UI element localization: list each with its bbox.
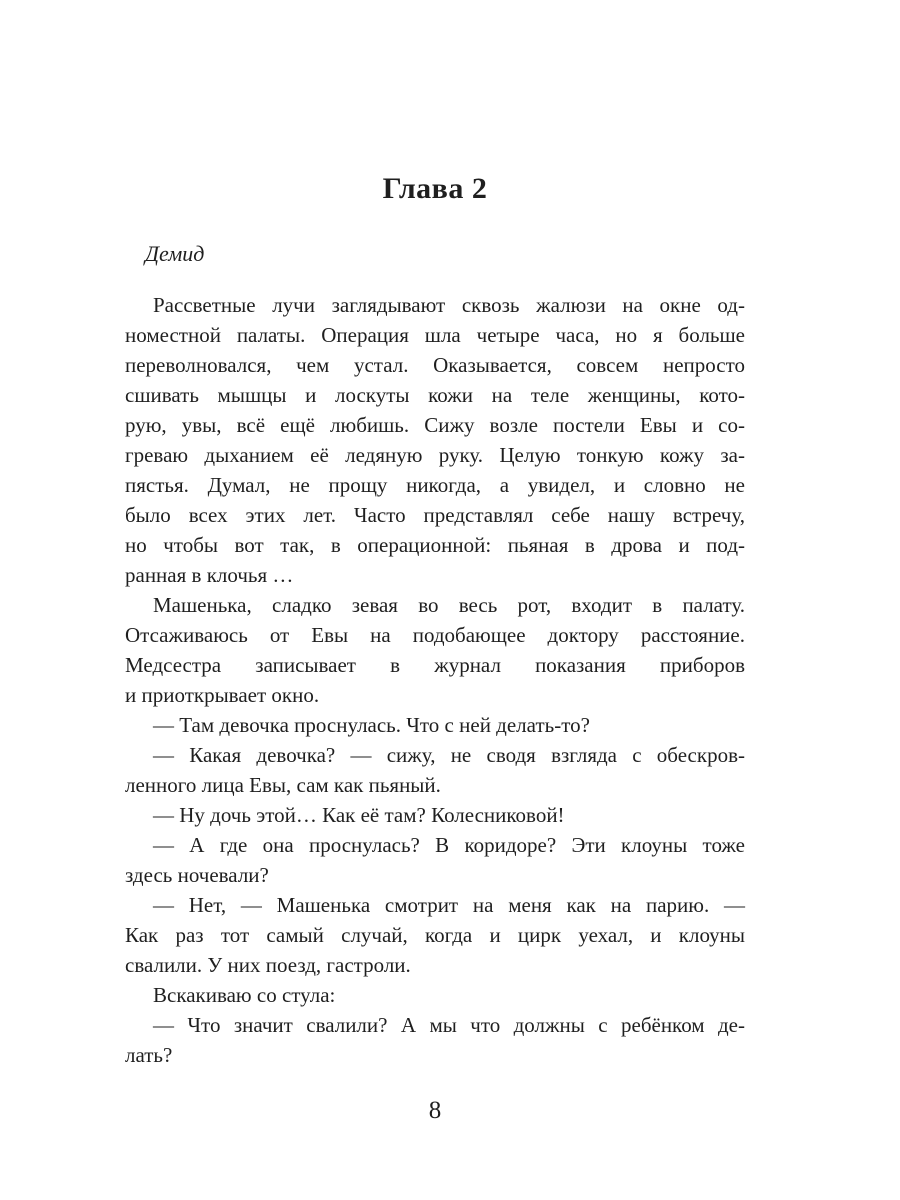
text-line: номестной палаты. Операция шла четыре часа, но я больше xyxy=(125,323,745,347)
text-line: Как раз тот самый случай, когда и цирк уехал, и клоуны xyxy=(125,923,745,947)
chapter-title: Глава 2 xyxy=(382,172,488,205)
text-line: Вскакиваю со стула: xyxy=(153,983,336,1007)
text-line: — Ну дочь этой… Как её там? Колесниковой! xyxy=(153,803,565,827)
text-line: — Там девочка проснулась. Что с ней делать-то? xyxy=(153,713,590,737)
text-block xyxy=(125,170,745,1126)
text-line: — Какая девочка? — сижу, не сводя взгляда с обескров- xyxy=(153,743,745,767)
text-line: — Нет, — Машенька смотрит на меня как на парию. — xyxy=(153,893,745,917)
text-line: Рассветные лучи заглядывают сквозь жалюзи на окне од- xyxy=(153,293,745,317)
text-line: — А где она проснулась? В коридоре? Эти клоуны тоже xyxy=(153,833,745,857)
body-text xyxy=(125,290,745,1070)
text-line: ленного лица Евы, сам как пьяный. xyxy=(125,773,441,797)
pov-character-name: Демид xyxy=(145,241,205,266)
text-line: переволновался, чем устал. Оказывается, совсем непросто xyxy=(125,353,745,377)
text-line: лать? xyxy=(125,1043,173,1067)
text-line: сшивать мышцы и лоскуты кожи на теле женщины, кото- xyxy=(125,383,745,407)
text-line: здесь ночевали? xyxy=(125,863,269,887)
text-line: греваю дыханием её ледяную руку. Целую тонкую кожу за- xyxy=(125,443,745,467)
text-line: Машенька, сладко зевая во весь рот, входит в палату. xyxy=(153,593,745,617)
text-line: пястья. Думал, не прощу никогда, а увидел, и словно не xyxy=(125,473,745,497)
text-line: но чтобы вот так, в операционной: пьяная в дрова и под- xyxy=(125,533,745,557)
text-line: свалили. У них поезд, гастроли. xyxy=(125,953,411,977)
text-line: Медсестра записывает в журнал показания приборов xyxy=(125,653,745,677)
text-line: ранная в клочья … xyxy=(125,563,294,587)
text-line: было всех этих лет. Часто представлял себе нашу встречу, xyxy=(125,503,745,527)
text-line: рую, увы, всё ещё любишь. Сижу возле постели Евы и со- xyxy=(125,413,745,437)
page-number: 8 xyxy=(428,1097,442,1124)
text-line: Отсаживаюсь от Евы на подобающее доктору расстояние. xyxy=(125,623,745,647)
text-line: — Что значит свалили? А мы что должны с ребёнком де- xyxy=(153,1013,745,1037)
text-line: и приоткрывает окно. xyxy=(125,683,320,707)
